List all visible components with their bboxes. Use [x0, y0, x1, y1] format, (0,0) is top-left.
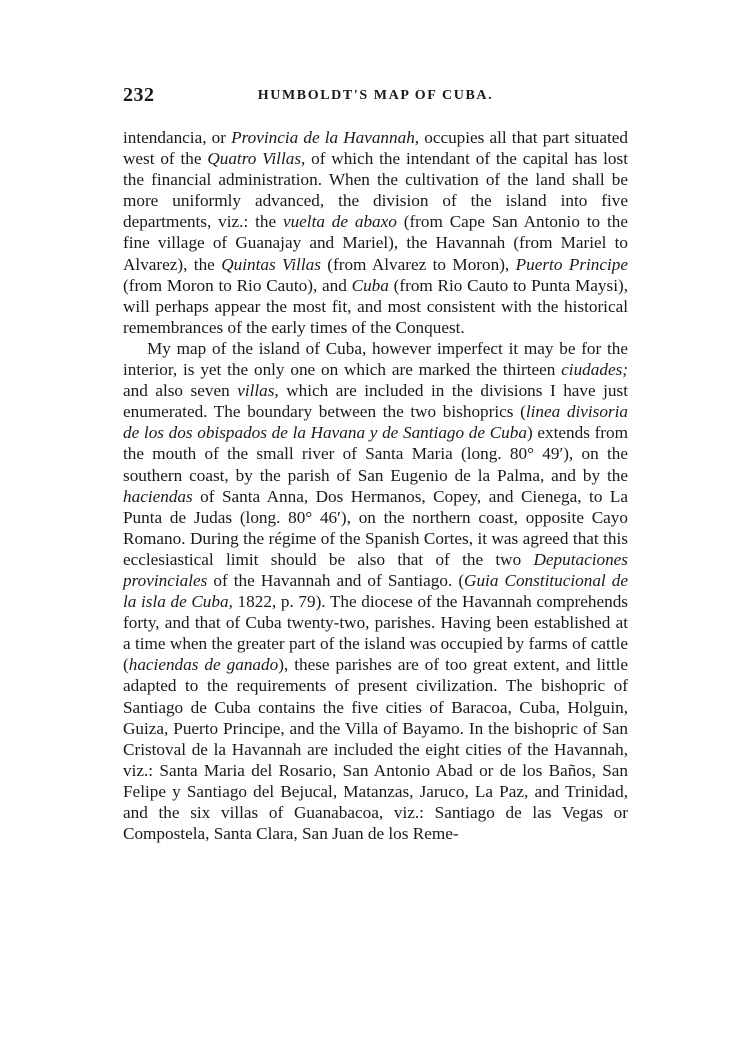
text-run: (from Alvarez to Moron),: [320, 254, 516, 274]
text-run: occupies all that part situated west of the: [123, 128, 628, 169]
text-run: ), these parishes are of too great extent, and little adapted to the requirements of present civilization. The bishopric of Santiago de Cuba contains the five cities of Baracoa, Cuba, Holguin, Guiza, Puerto Principe, and the Villa of Bayamo. In the bishopric of San Cristoval de la Havannah are included the eight cities of the Havannah, viz.: Santa Maria del Rosario, San Antonio Abad or de los Baños, San Felipe y Santiago del Bejucal, Matanzas, Jaruco, La Paz, and Trinidad, and the six villas of Guanabacoa, viz.: Santiago de las Vegas or Compostela, Santa Clara, San Juan de los Reme-: [123, 655, 628, 844]
paragraph: [123, 338, 628, 844]
italic-phrase: villas,: [237, 381, 279, 401]
italic-phrase: Quatro Villas,: [207, 149, 306, 169]
italic-phrase: ciudades;: [561, 360, 628, 380]
text-run: (from Moron to Rio Cauto), and: [123, 275, 352, 295]
italic-phrase: haciendas: [123, 486, 193, 506]
page-number: 232: [123, 84, 155, 106]
italic-phrase: Provincia de la Havannah,: [231, 128, 420, 147]
paragraph: [123, 127, 628, 338]
text-run: ) extends from the mouth of the small river of Santa Maria (long. 80° 49′), on the southern coast, by the parish of San Eugenio de la Palma, and by the: [123, 423, 628, 485]
text-run: of Santa Anna, Dos Hermanos, Copey, and Cienega, to La Punta de Judas (long. 80° 46′), on the northern coast, opposite Cayo Romano. During the régime of the Spanish Cortes, it was agreed that this ecclesiastical limit should be also that of the two: [123, 486, 628, 569]
text-run: (from Cape San Antonio to the fine village of Guanajay and Mariel), the Havannah (from Mariel to Alvarez), the: [123, 212, 628, 274]
text-run: 1822, p. 79). The diocese of the Havannah comprehends forty, and that of Cuba twenty-two, parishes. Having been established at a time when the greater part of the island was occupied by farms of cattle (: [123, 592, 628, 675]
body-text: [123, 127, 628, 844]
text-run: intendancia, or: [123, 128, 232, 147]
text-run: My map of the island of Cuba, however imperfect it may be for the interior, is yet the only one on which are marked the thirteen: [123, 338, 628, 380]
italic-phrase: haciendas de ganado: [128, 655, 279, 675]
italic-phrase: Guia Constitucional de la isla de Cuba,: [123, 570, 628, 612]
text-run: which are included in the divisions I have just enumerated. The boundary between the two bishoprics (: [123, 381, 628, 422]
text-run: of which the intendant of the capital has lost the financial administration. When the cultivation of the land shall be more uniformly advanced, the division of the island into five departments, viz.: the: [123, 149, 628, 232]
text-run: (from Rio Cauto to Punta Maysi), will perhaps appear the most fit, and most consistent with the historical remembrances of the early times of the Conquest.: [123, 275, 629, 337]
running-head: [123, 84, 628, 114]
italic-phrase: Puerto Principe: [515, 254, 628, 274]
italic-phrase: Deputaciones provinciales: [123, 549, 628, 590]
text-run: of the Havannah and of Santiago. (: [207, 570, 465, 590]
running-title: HUMBOLDT'S MAP OF CUBA.: [257, 88, 494, 103]
text-run: and also seven: [123, 381, 238, 401]
italic-phrase: Quintas Villas: [221, 254, 321, 274]
italic-phrase: vuelta de abaxo: [282, 212, 397, 232]
italic-phrase: Cuba: [351, 275, 389, 295]
italic-phrase: linea divisoria de los dos obispados de la Havana y de Santiago de Cuba: [123, 402, 628, 443]
